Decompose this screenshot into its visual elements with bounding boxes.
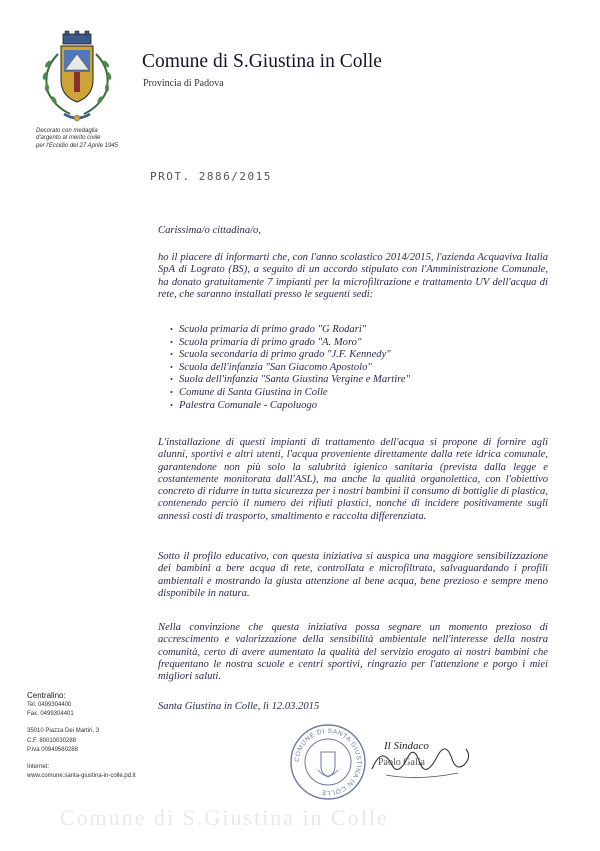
address: 35010 Piazza Dei Martiri, 3: [27, 728, 100, 735]
paragraph-installation: L'installazione di questi impianti di trattamento dell'acqua si propone di fornire agli alunni, sportivi e altri utenti, l'acqua proveniente direttamente dalla rete idrica comunale, garantendone non più solo la salubrità igienico sanitaria (prevista dalla legge e costantemente monitorata dall'ASL), ma anche la qualità organolettica, con l'obiettivo concreto di ridurre in tutta sicurezza per i nostri bambini il consumo di bottiglie di plastica, contenendo perciò il numero dei rifiuti plastici, nonché di incidere positivamente sugli annessi costi di trasporto, smaltimento e raccolta differenziata.: [158, 437, 548, 522]
website-link[interactable]: www.comune.santa-giustina-in-colle.pd.it: [27, 773, 136, 780]
fax-number: Fax. 0499304401: [27, 711, 74, 718]
mayor-title: Il Sindaco: [384, 740, 429, 752]
paragraph-closing: Nella convinzione che questa iniziativa possa segnare un momento prezioso di accrescimento e valorizzazione della sensibilità ambientale nell'interesse della nostra comunità, certo di avere aumentato la qualità del servizio erogato ai nostri bambini che frequentano le nostra scuole e centri sportivi, ringrazio per l'attenzione e porgo i miei migliori saluti.: [158, 622, 548, 683]
municipal-crest-icon: [34, 30, 120, 126]
phone-number: Tel. 0499304400: [27, 702, 72, 708]
list-item: • Scuola dell'infanzia "San Giacomo Apostolo": [170, 362, 530, 375]
handwritten-signature-icon: [368, 735, 478, 785]
switchboard-heading: Centralino:: [27, 691, 66, 700]
list-item: • Scuola secondaria di primo grado "J.F. Kennedy": [170, 349, 530, 362]
list-item: • Comune di Santa Giustina in Colle: [170, 387, 530, 400]
paragraph-intro: ho il piacere di informarti che, con l'anno scolastico 2014/2015, l'azienda Acquaviva Italia SpA di Lograto (BS), a seguito di un accordo stipulato con l'Amministrazione Comunale, ha donato gratuitamente 7 impianti per la microfiltrazione e trattamento UV dell'acqua di rete, che saranno installati presso le seguenti sedi:: [158, 252, 548, 300]
list-item: • Scuola primaria di primo grado "A. Moro": [170, 337, 530, 350]
province-subtitle: Provincia di Padova: [143, 78, 224, 89]
contact-block: [27, 691, 147, 781]
installation-sites-list: [170, 324, 530, 412]
internet-label: Internet:: [27, 764, 50, 771]
vat-number: P.iva 00949560288: [27, 746, 78, 753]
footer-watermark: Comune di S.Giustina in Colle: [60, 805, 389, 830]
list-item: • Scuola primaria di primo grado "G Rodari": [170, 324, 530, 337]
svg-text:COMUNE DI SANTA GIUSTINA IN CO: COMUNE DI SANTA GIUSTINA IN COLLE: [293, 727, 363, 797]
fiscal-code: C.F. 80010030288: [27, 737, 77, 744]
paragraph-educational: Sotto il profilo educativo, con questa iniziativa si auspica una maggiore sensibilizzazione dei bambini a bere acqua di rete, controllata e microfiltrata, salvaguardando i profili ambientali e mostrando la giusta attenzione al bene acqua, bene prezioso e sempre meno disponibile in natura.: [158, 551, 548, 599]
protocol-number: PROT. 2886/2015: [150, 170, 272, 183]
list-item: • Palestra Comunale - Capoluogo: [170, 400, 530, 413]
salutation: Carissima/o cittadina/o,: [158, 225, 262, 236]
municipality-title: Comune di S.Giustina in Colle: [142, 51, 382, 72]
list-item: • Suola dell'infanzia "Santa Giustina Vergine e Martire": [170, 374, 530, 387]
official-stamp-icon: [288, 722, 368, 802]
place-date: Santa Giustina in Colle, lì 12.03.2015: [158, 701, 320, 712]
mayor-name: Paolo Galla: [378, 757, 425, 768]
decoration-note: Decorato con medaglia d'argento al merito civile per l'Eccidio del 27 Aprile 1945: [36, 128, 118, 149]
